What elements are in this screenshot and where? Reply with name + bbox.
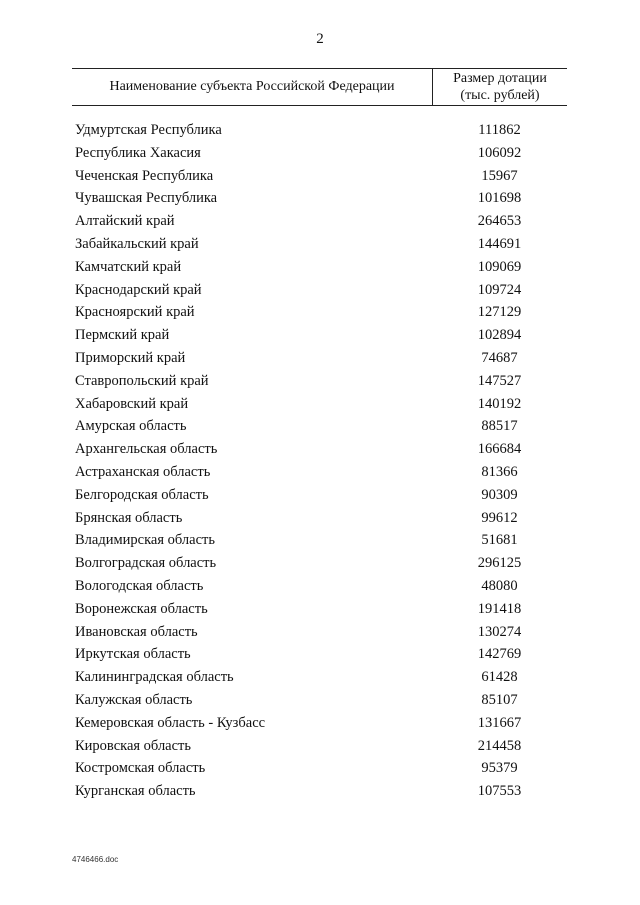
table-row [72, 552, 567, 575]
subsidy-amount: 51681 [481, 532, 518, 549]
subsidy-amount: 48080 [481, 577, 518, 594]
subject-name: Хабаровский край [75, 395, 189, 412]
subsidy-amount: 127129 [477, 304, 522, 321]
table-row [72, 621, 567, 644]
table-row [72, 415, 567, 438]
table-row [72, 210, 567, 233]
table-row [72, 370, 567, 393]
subject-name: Воронежская область [75, 600, 208, 617]
table-body [72, 119, 567, 803]
subject-name: Брянская область [75, 509, 183, 526]
subject-name: Пермский край [75, 327, 170, 344]
table-row [72, 575, 567, 598]
table-row [72, 461, 567, 484]
subject-name: Кировская область [75, 737, 192, 754]
subsidy-amount: 166684 [477, 441, 522, 458]
table-row [72, 780, 567, 803]
table-row [72, 165, 567, 188]
subsidy-amount: 130274 [477, 623, 522, 640]
column-header-amount-line2: (тыс. рублей) [460, 88, 540, 103]
subject-name: Забайкальский край [75, 235, 199, 252]
subject-name: Краснодарский край [75, 281, 202, 298]
table-row [72, 347, 567, 370]
subject-name: Алтайский край [75, 213, 175, 230]
table-header [72, 68, 567, 106]
subject-name: Удмуртская Республика [75, 122, 222, 138]
subsidy-amount: 140192 [477, 395, 522, 412]
subject-name: Вологодская область [75, 577, 204, 594]
subsidy-amount: 99612 [481, 509, 518, 526]
subject-name: Калининградская область [75, 669, 234, 686]
table-row [72, 484, 567, 507]
subsidy-amount: 111862 [478, 122, 521, 138]
subject-name: Амурская область [75, 418, 187, 435]
subject-name: Архангельская область [75, 441, 218, 458]
subsidy-amount: 85107 [481, 691, 518, 708]
page-number: 2 [316, 31, 324, 47]
table-row [72, 324, 567, 347]
subsidy-amount: 142769 [477, 646, 522, 663]
table-row [72, 507, 567, 530]
table-row [72, 757, 567, 780]
table-row [72, 735, 567, 758]
subsidy-amount: 214458 [477, 737, 522, 754]
subsidy-amount: 109724 [477, 281, 522, 298]
subsidy-amount: 102894 [477, 327, 522, 344]
table-row [72, 233, 567, 256]
subject-name: Кемеровская область - Кузбасс [75, 714, 266, 731]
table-row [72, 393, 567, 416]
subsidy-amount: 88517 [481, 418, 518, 435]
subject-name: Калужская область [75, 691, 193, 708]
table-row [72, 529, 567, 552]
subsidy-amount: 74687 [481, 349, 518, 366]
table-row [72, 301, 567, 324]
subject-name: Приморский край [75, 349, 186, 366]
table-row [72, 666, 567, 689]
subsidy-amount: 95379 [481, 760, 518, 777]
table-row [72, 712, 567, 735]
table-row [72, 438, 567, 461]
subject-name: Ставропольский край [75, 372, 209, 389]
table-row [72, 119, 567, 142]
subject-name: Республика Хакасия [75, 144, 201, 161]
subsidy-amount: 264653 [477, 213, 522, 230]
subject-name: Чувашская Республика [75, 190, 218, 207]
subsidy-amount: 107553 [477, 783, 522, 800]
column-header-subject: Наименование субъекта Российской Федерации [109, 79, 395, 94]
subject-name: Костромская область [75, 760, 206, 777]
table-row [72, 187, 567, 210]
subsidy-amount: 296125 [477, 555, 522, 572]
subsidy-amount: 147527 [477, 372, 522, 389]
subsidy-amount: 131667 [477, 714, 522, 731]
subject-name: Волгоградская область [75, 555, 217, 572]
subsidy-amount: 106092 [477, 144, 522, 161]
subject-name: Иркутская область [75, 646, 191, 663]
column-header-amount [432, 69, 567, 105]
document-id: 4746466.doc [72, 855, 119, 864]
subsidy-amount: 90309 [481, 486, 518, 503]
subject-name: Белгородская область [75, 486, 209, 503]
table-row [72, 142, 567, 165]
subject-name: Астраханская область [75, 463, 211, 480]
subsidy-amount: 81366 [481, 463, 518, 480]
table-row [72, 256, 567, 279]
table-row [72, 279, 567, 302]
subsidy-amount: 144691 [477, 235, 522, 252]
table-row [72, 643, 567, 666]
subject-name: Курганская область [75, 783, 196, 800]
subject-name: Камчатский край [75, 258, 182, 275]
subsidy-amount: 109069 [477, 258, 522, 275]
column-header-amount-line1: Размер дотации [453, 71, 547, 86]
subject-name: Владимирская область [75, 532, 215, 549]
subject-name: Красноярский край [75, 304, 195, 321]
subsidy-amount: 15967 [481, 167, 518, 184]
subject-name: Чеченская Республика [75, 167, 214, 184]
subsidy-amount: 101698 [477, 190, 522, 207]
subject-name: Ивановская область [75, 623, 198, 640]
table-row [72, 689, 567, 712]
table-row [72, 598, 567, 621]
subsidy-amount: 61428 [481, 669, 518, 686]
subsidy-amount: 191418 [477, 600, 522, 617]
